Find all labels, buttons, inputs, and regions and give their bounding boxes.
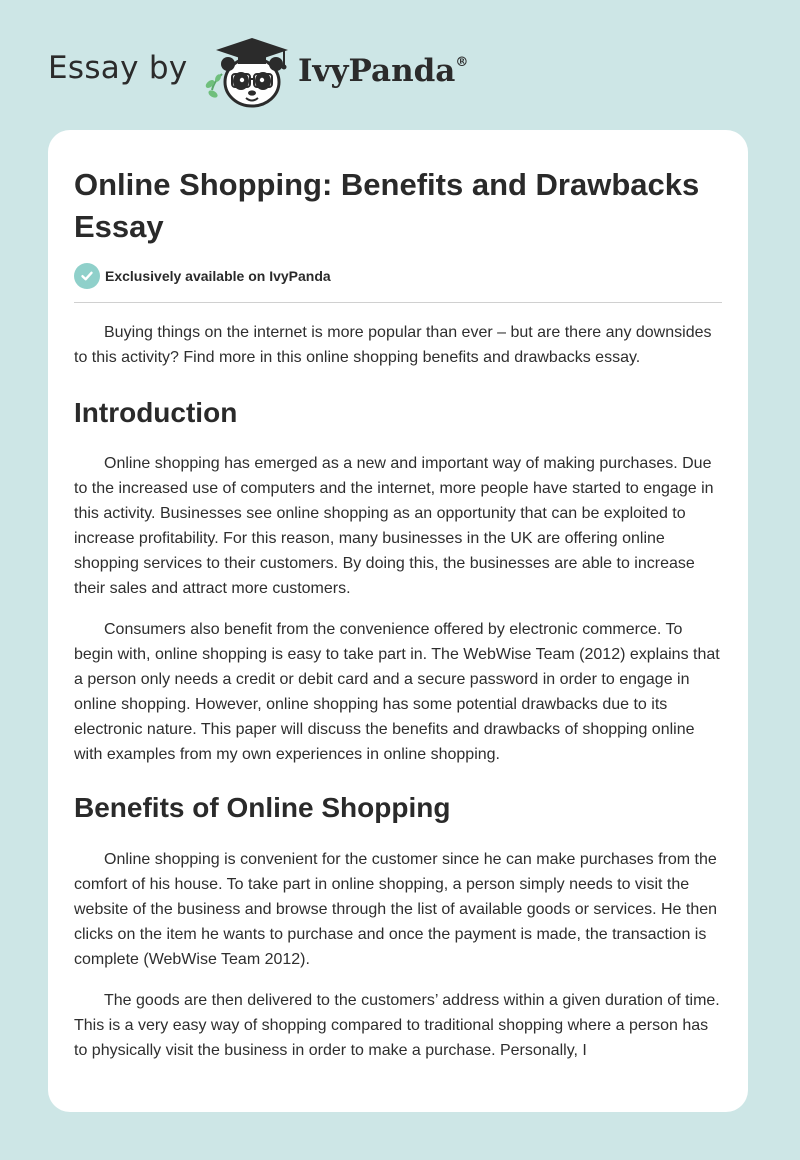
exclusive-badge bbox=[74, 263, 331, 289]
exclusive-label: Exclusively available on IvyPanda bbox=[105, 268, 331, 284]
paragraph: The goods are then delivered to the customers’ address within a given duration of time. This is a very easy way of shopping compared to traditional shopping where a person has to physically visit the business in order to make a purchase. Personally, I bbox=[74, 992, 720, 1059]
check-circle-icon bbox=[74, 263, 100, 289]
site-header bbox=[48, 30, 648, 110]
intro-paragraph: Buying things on the internet is more popular than ever – but are there any downsides to this activity? Find more in this online shopping benefits and drawbacks essay. bbox=[74, 324, 712, 366]
paragraph: Online shopping has emerged as a new and important way of making purchases. Due to the increased use of computers and the internet, more people have started to engage in this activity. Businesses see online shopping as an opportunity that can be exploited to increase profitability. For this reason, many businesses in the UK are offering online shopping services to their customers. By doing this, the businesses are able to increase their sales and attract more customers. bbox=[74, 455, 714, 597]
panda-graduate-icon[interactable] bbox=[200, 34, 296, 110]
page-title: Online Shopping: Benefits and Drawbacks Essay bbox=[74, 167, 700, 244]
paragraph: Consumers also benefit from the convenience offered by electronic commerce. To begin with, online shopping is easy to take part in. The WebWise Team (2012) explains that a person only needs a credit or debit card and a secure password in order to engage in online shopping. However, online shopping has some potential drawbacks due to its electronic nature. This paper will discuss the benefits and drawbacks of shopping online with examples from my own experiences in online shopping. bbox=[74, 621, 720, 763]
brand-name[interactable]: IvyPanda® bbox=[298, 53, 469, 89]
section-heading-benefits: Benefits of Online Shopping bbox=[74, 792, 451, 823]
divider bbox=[74, 302, 722, 303]
essay-by-label: Essay by bbox=[48, 50, 188, 86]
section-heading-introduction: Introduction bbox=[74, 397, 238, 428]
paragraph: Online shopping is convenient for the customer since he can make purchases from the comfort of his house. To take part in online shopping, a person simply needs to visit the website of the business and browse through the list of available goods or services. He then clicks on the item he wants to purchase and once the payment is made, the transaction is complete (WebWise Team 2012). bbox=[74, 851, 718, 968]
essay-body bbox=[74, 320, 722, 1079]
essay-card bbox=[48, 130, 748, 1112]
registered-mark: ® bbox=[455, 55, 469, 70]
